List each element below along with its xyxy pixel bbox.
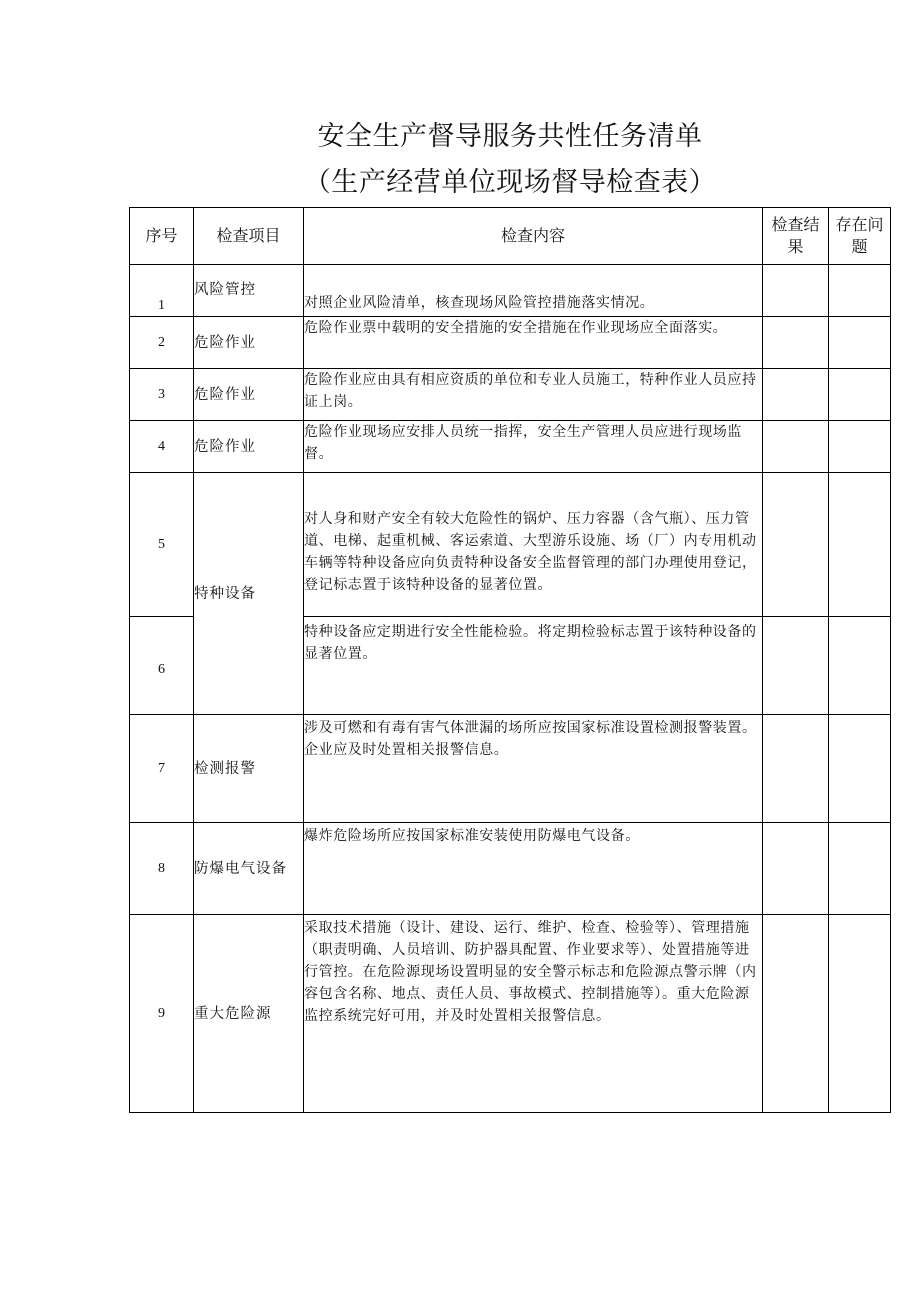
header-item: 检查项目 bbox=[194, 208, 304, 265]
header-content: 检查内容 bbox=[304, 208, 763, 265]
issue-cell[interactable] bbox=[829, 715, 891, 823]
row-item: 危险作业 bbox=[194, 421, 304, 473]
row-content: 危险作业应由具有相应资质的单位和专业人员施工，特种作业人员应持证上岗。 bbox=[304, 369, 763, 421]
row-item: 危险作业 bbox=[194, 317, 304, 369]
issue-cell[interactable] bbox=[829, 473, 891, 617]
row-seq: 1 bbox=[130, 265, 194, 317]
row-content: 对照企业风险清单，核查现场风险管控措施落实情况。 bbox=[304, 265, 763, 317]
row-content: 特种设备应定期进行安全性能检验。将定期检验标志置于该特种设备的显著位置。 bbox=[304, 617, 763, 715]
row-content: 爆炸危险场所应按国家标准安装使用防爆电气设备。 bbox=[304, 823, 763, 915]
row-seq: 4 bbox=[130, 421, 194, 473]
row-content: 对人身和财产安全有较大危险性的锅炉、压力容器（含气瓶）、压力管道、电梯、起重机械、客运索道、大型游乐设施、场（厂）内专用机动车辆等特种设备应向负责特种设备安全监督管理的部门办理使用登记，登记标志置于该特种设备的显著位置。 bbox=[304, 473, 763, 617]
table-row bbox=[130, 369, 891, 421]
table-row bbox=[130, 473, 891, 617]
header-seq: 序号 bbox=[130, 208, 194, 265]
inspection-table bbox=[129, 207, 891, 1113]
row-content: 采取技术措施（设计、建设、运行、维护、检查、检验等）、管理措施（职责明确、人员培训、防护器具配置、作业要求等）、处置措施等进行管控。在危险源现场设置明显的安全警示标志和危险源点警示牌（内容包含名称、地点、责任人员、事故模式、控制措施等）。重大危险源监控系统完好可用，并及时处置相关报警信息。 bbox=[304, 915, 763, 1113]
result-cell[interactable] bbox=[763, 617, 829, 715]
result-cell[interactable] bbox=[763, 715, 829, 823]
row-seq: 5 bbox=[130, 473, 194, 617]
table-row bbox=[130, 915, 891, 1113]
row-content: 涉及可燃和有毒有害气体泄漏的场所应按国家标准设置检测报警装置。企业应及时处置相关报警信息。 bbox=[304, 715, 763, 823]
row-content: 危险作业现场应安排人员统一指挥，安全生产管理人员应进行现场监督。 bbox=[304, 421, 763, 473]
result-cell[interactable] bbox=[763, 823, 829, 915]
table-row bbox=[130, 317, 891, 369]
table-row bbox=[130, 421, 891, 473]
row-seq: 2 bbox=[130, 317, 194, 369]
issue-cell[interactable] bbox=[829, 317, 891, 369]
row-item: 特种设备 bbox=[194, 473, 304, 715]
issue-cell[interactable] bbox=[829, 617, 891, 715]
result-cell[interactable] bbox=[763, 421, 829, 473]
row-content: 危险作业票中载明的安全措施的安全措施在作业现场应全面落实。 bbox=[304, 317, 763, 369]
page-subtitle: （生产经营单位现场督导检查表） bbox=[303, 167, 717, 198]
header-result: 检查结果 bbox=[763, 208, 829, 265]
row-item: 检测报警 bbox=[194, 715, 304, 823]
row-item: 风险管控 bbox=[194, 265, 304, 317]
row-item: 危险作业 bbox=[194, 369, 304, 421]
row-seq: 6 bbox=[130, 617, 194, 715]
table-row bbox=[130, 715, 891, 823]
header-issue: 存在问题 bbox=[829, 208, 891, 265]
issue-cell[interactable] bbox=[829, 915, 891, 1113]
issue-cell[interactable] bbox=[829, 421, 891, 473]
issue-cell[interactable] bbox=[829, 265, 891, 317]
row-seq: 8 bbox=[130, 823, 194, 915]
row-item: 重大危险源 bbox=[194, 915, 304, 1113]
row-item: 防爆电气设备 bbox=[194, 823, 304, 915]
issue-cell[interactable] bbox=[829, 823, 891, 915]
result-cell[interactable] bbox=[763, 369, 829, 421]
result-cell[interactable] bbox=[763, 915, 829, 1113]
table-row bbox=[130, 265, 891, 317]
row-seq: 7 bbox=[130, 715, 194, 823]
page-title: 安全生产督导服务共性任务清单 bbox=[317, 121, 703, 152]
row-seq: 9 bbox=[130, 915, 194, 1113]
table-row bbox=[130, 823, 891, 915]
table-header-row bbox=[130, 208, 891, 265]
result-cell[interactable] bbox=[763, 473, 829, 617]
issue-cell[interactable] bbox=[829, 369, 891, 421]
result-cell[interactable] bbox=[763, 317, 829, 369]
row-seq: 3 bbox=[130, 369, 194, 421]
result-cell[interactable] bbox=[763, 265, 829, 317]
